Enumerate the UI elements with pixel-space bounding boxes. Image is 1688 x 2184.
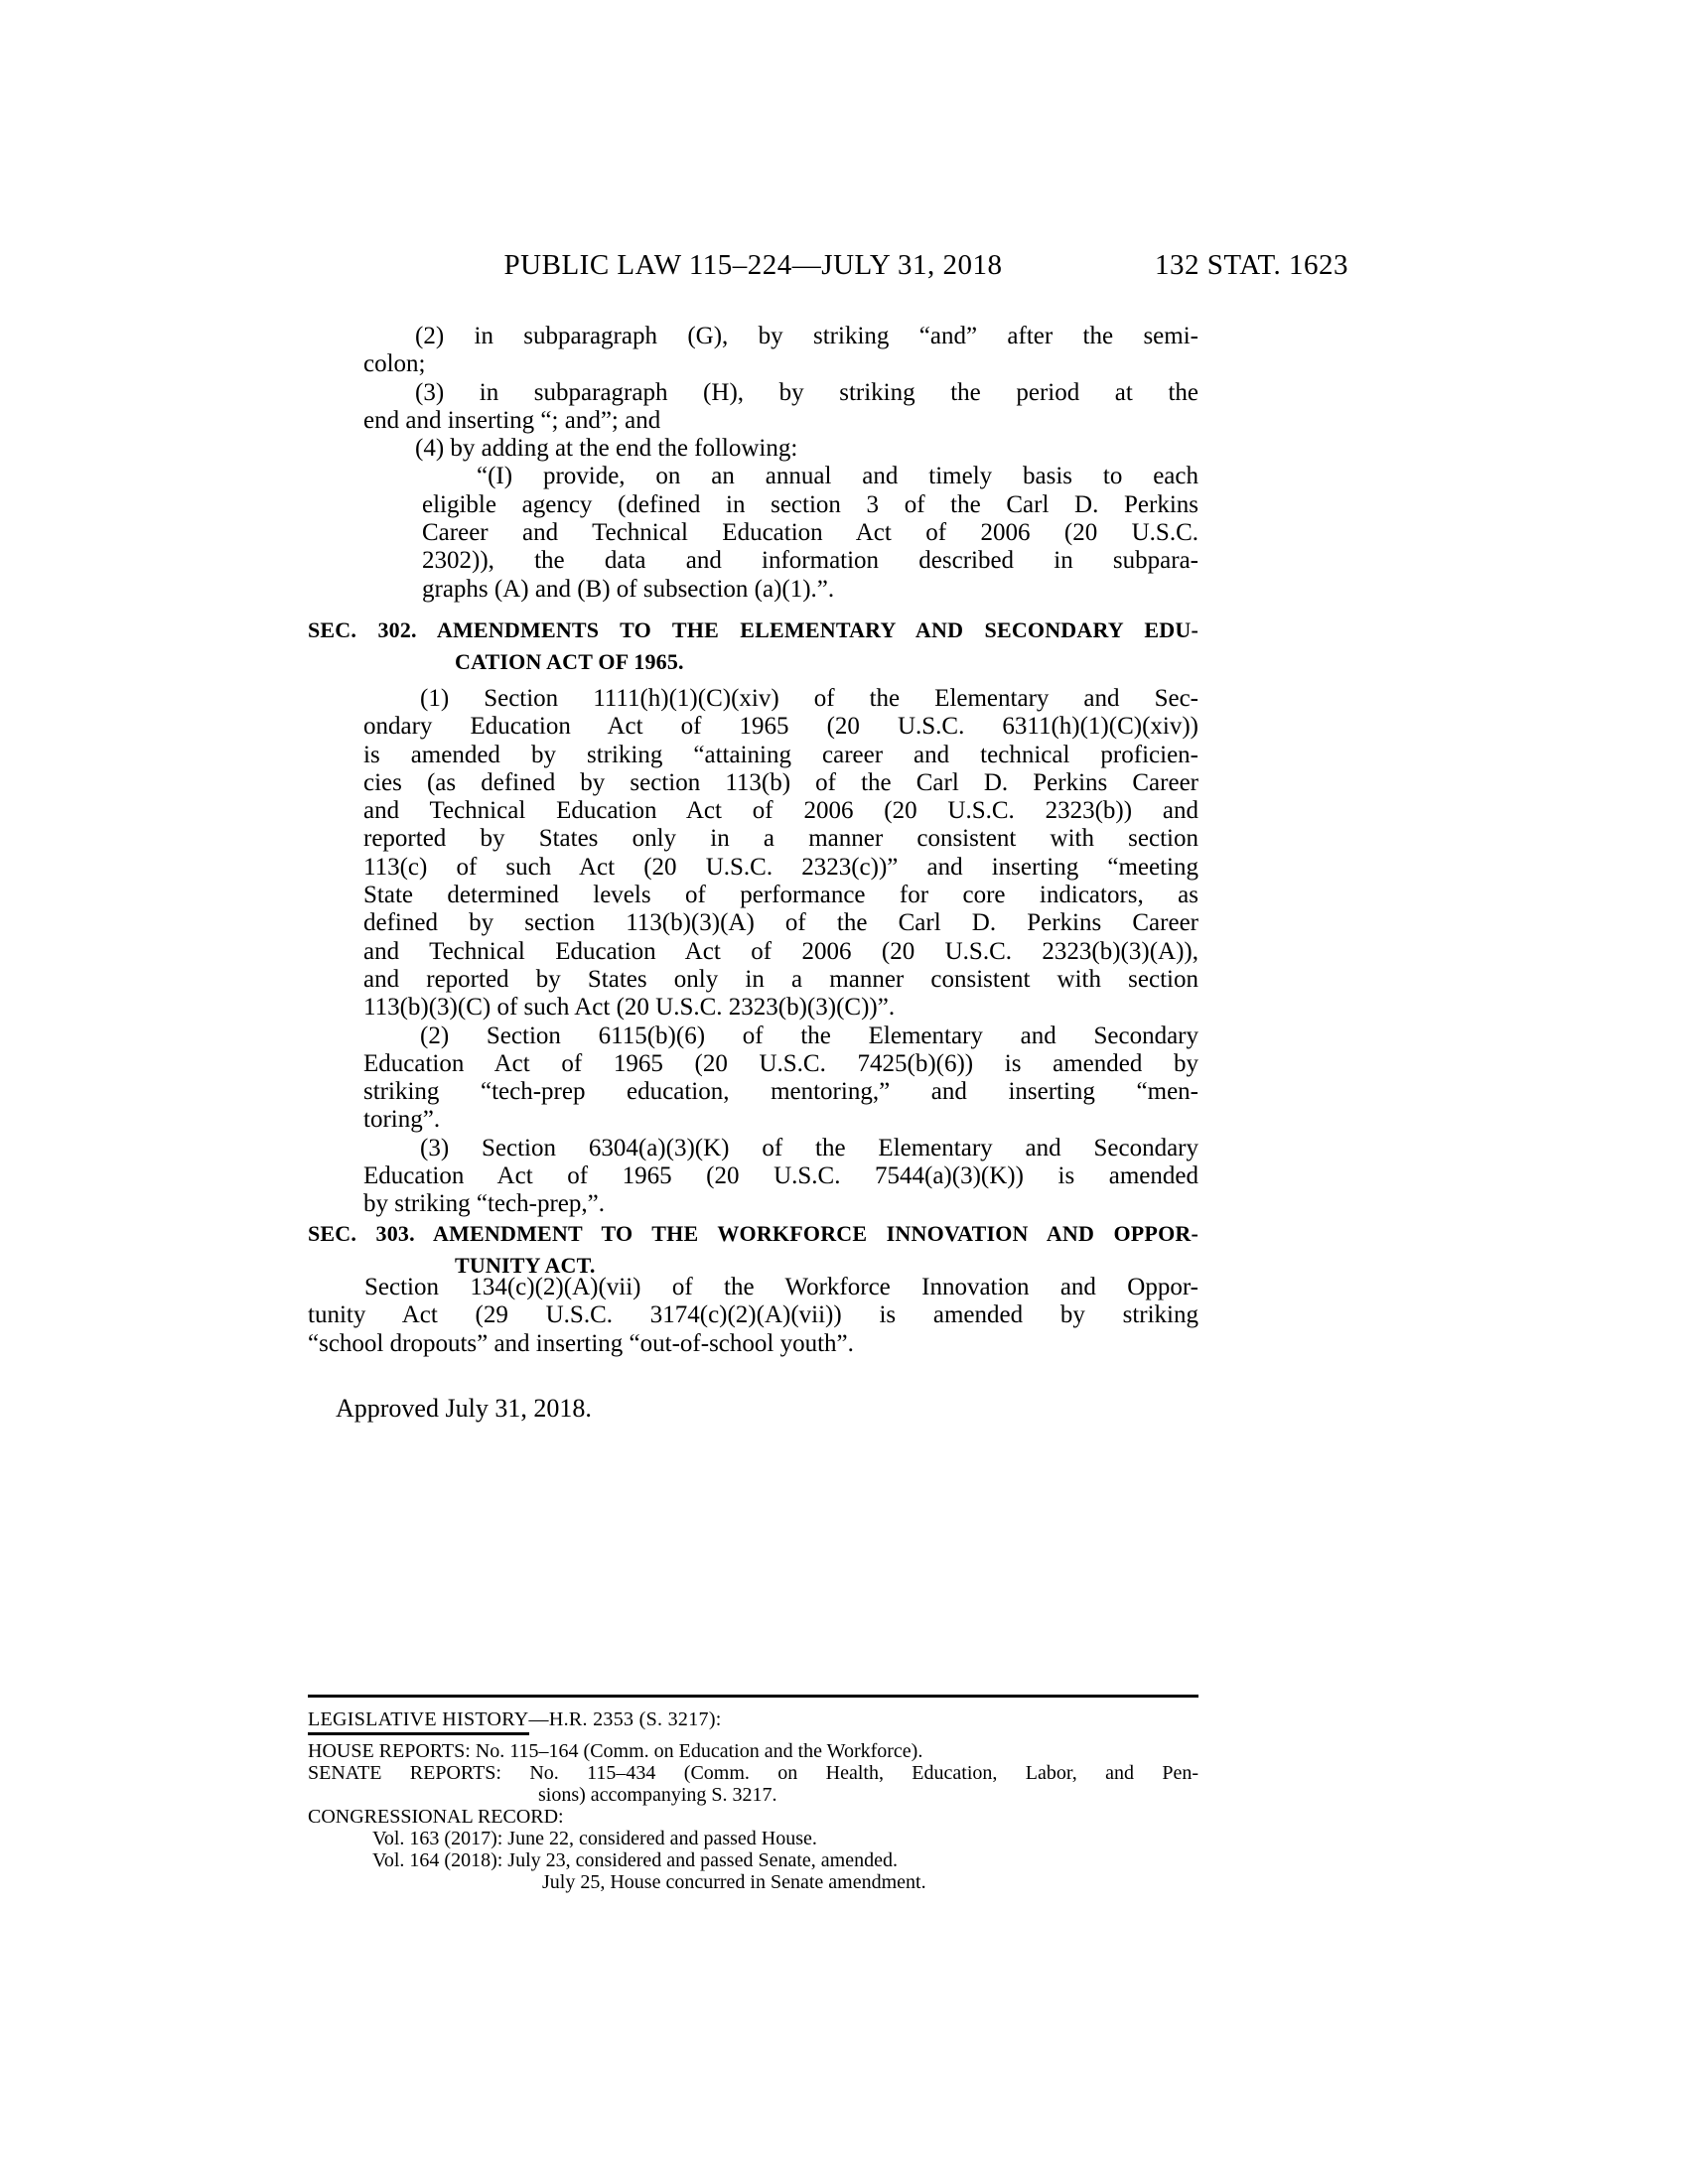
text-line: colon; <box>363 350 426 378</box>
text-line: “(I) provide, on an annual and timely basis to each <box>477 463 1198 490</box>
text-line: defined by section 113(b)(3)(A) of the Carl D. Perkins Career <box>363 909 1198 937</box>
section-303-heading <box>308 1218 1198 1282</box>
text-line: (4) by adding at the end the following: <box>415 435 798 463</box>
text-line: 113(c) of such Act (20 U.S.C. 2323(c))” and inserting “meeting <box>363 853 1198 881</box>
approval-line: Approved July 31, 2018. <box>336 1394 592 1423</box>
text-line: (1) Section 1111(h)(1)(C)(xiv) of the Elementary and Sec- <box>420 685 1198 712</box>
section-302-heading <box>308 614 1198 678</box>
text-line: (3) Section 6304(a)(3)(K) of the Elementary and Secondary <box>420 1134 1198 1161</box>
text-line: Section 134(c)(2)(A)(vii) of the Workforce Innovation and Oppor- <box>364 1274 1198 1300</box>
intro-amendments-block <box>308 323 1198 604</box>
text-line: 2302)), the data and information described in subpara- <box>422 547 1198 575</box>
congressional-record-vol164-continuation: July 25, House concurred in Senate amendment. <box>542 1871 926 1893</box>
text-line: CATION ACT OF 1965. <box>455 649 684 674</box>
text-line: SEC. 302. AMENDMENTS TO THE ELEMENTARY AND SECONDARY EDU- <box>308 617 1198 642</box>
text-line: end and inserting “; and”; and <box>363 406 661 434</box>
text-line: striking “tech-prep education, mentoring,” and inserting “men- <box>363 1078 1198 1106</box>
text-line: State determined levels of performance for core indicators, as <box>363 882 1198 909</box>
text-line: reported by States only in a manner consistent with section <box>363 825 1198 853</box>
congressional-record-label: CONGRESSIONAL RECORD: <box>308 1806 564 1828</box>
text-line: SEC. 303. AMENDMENT TO THE WORKFORCE INNOVATION AND OPPOR- <box>308 1221 1198 1246</box>
section-303-paragraph <box>308 1274 1198 1358</box>
legislative-history-rule <box>308 1695 1198 1698</box>
senate-reports-entry-line1: SENATE REPORTS: No. 115–434 (Comm. on Health, Education, Labor, and Pen- <box>308 1762 1198 1784</box>
sec302-item-1 <box>363 685 1198 1023</box>
text-line: (2) Section 6115(b)(6) of the Elementary and Secondary <box>420 1022 1198 1049</box>
amendment-item-4 <box>363 435 1198 463</box>
amendment-item-3 <box>363 379 1198 436</box>
amendment-item-I <box>422 463 1198 603</box>
text-line: and reported by States only in a manner consistent with section <box>363 965 1198 993</box>
legislative-history-title <box>308 1708 1198 1730</box>
text-line: “school dropouts” and inserting “out-of-school youth”. <box>308 1329 854 1357</box>
text-line: (3) in subparagraph (H), by striking the period at the <box>415 378 1198 406</box>
legislative-history-title-rest: —H.R. 2353 (S. 3217): <box>528 1708 722 1730</box>
congressional-record-vol163: Vol. 163 (2017): June 22, considered and passed House. <box>372 1828 817 1849</box>
text-line: is amended by striking “attaining career and technical proficien- <box>363 741 1198 768</box>
text-line: (2) in subparagraph (G), by striking “and” after the semi- <box>415 323 1198 349</box>
running-head-stat-page-number: 132 STAT. 1623 <box>1155 249 1349 281</box>
senate-reports-entry-line2: sions) accompanying S. 3217. <box>538 1784 777 1806</box>
text-line: cies (as defined by section 113(b) of the Carl D. Perkins Career <box>363 768 1198 796</box>
text-line: graphs (A) and (B) of subsection (a)(1).”. <box>422 575 835 603</box>
text-line: toring”. <box>363 1106 441 1134</box>
text-line: and Technical Education Act of 2006 (20 U.S.C. 2323(b)(3)(A)), <box>363 937 1198 965</box>
house-reports-entry: HOUSE REPORTS: No. 115–164 (Comm. on Education and the Workforce). <box>308 1740 923 1762</box>
text-line: Education Act of 1965 (20 U.S.C. 7425(b)(6)) is amended by <box>363 1049 1198 1077</box>
sec302-item-2 <box>363 1023 1198 1135</box>
text-line: Career and Technical Education Act of 2006 (20 U.S.C. <box>422 519 1198 547</box>
text-line: ondary Education Act of 1965 (20 U.S.C. 6311(h)(1)(C)(xiv)) <box>363 713 1198 741</box>
sec302-item-3 <box>363 1135 1198 1219</box>
text-line: 113(b)(3)(C) of such Act (20 U.S.C. 2323(b)(3)(C))”. <box>363 994 896 1022</box>
running-head-law-title: PUBLIC LAW 115–224—JULY 31, 2018 <box>503 249 1003 281</box>
legislative-history-section <box>308 1695 1198 1893</box>
congressional-record-vol164: Vol. 164 (2018): July 23, considered and passed Senate, amended. <box>372 1849 898 1871</box>
text-line: and Technical Education Act of 2006 (20 U.S.C. 2323(b)) and <box>363 797 1198 825</box>
text-line: eligible agency (defined in section 3 of the Carl D. Perkins <box>422 490 1198 518</box>
amendment-item-2 <box>363 323 1198 379</box>
text-line: by striking “tech-prep,”. <box>363 1190 605 1218</box>
legislative-history-title-underlined: LEGISLATIVE HISTORY <box>308 1708 529 1735</box>
section-302-body <box>308 685 1198 1219</box>
text-line: tunity Act (29 U.S.C. 3174(c)(2)(A)(vii)) is amended by striking <box>308 1301 1198 1329</box>
text-line: TUNITY ACT. <box>455 1253 596 1278</box>
text-line: Education Act of 1965 (20 U.S.C. 7544(a)(3)(K)) is amended <box>363 1162 1198 1190</box>
